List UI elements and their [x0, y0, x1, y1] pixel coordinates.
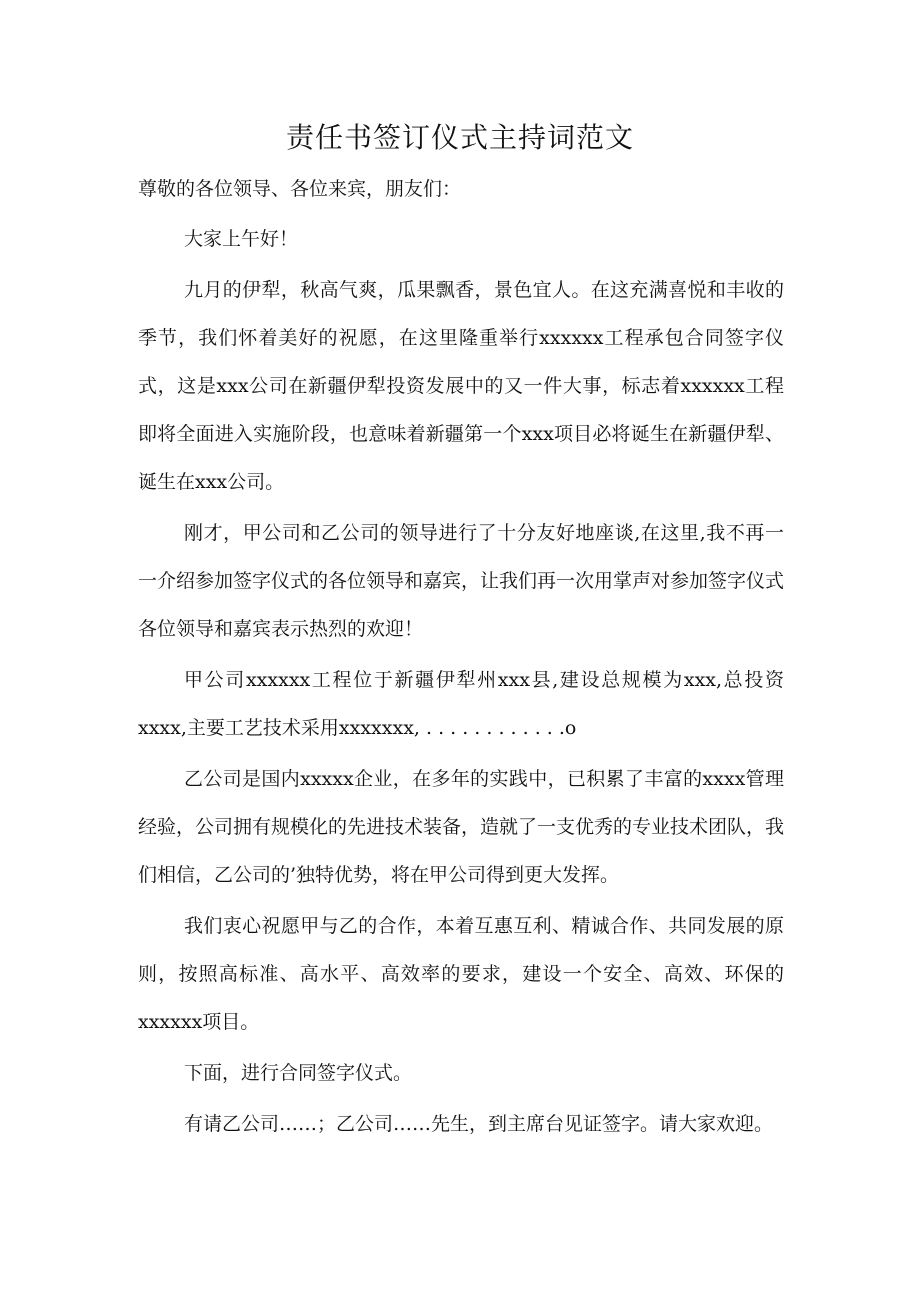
paragraph-invitation: 有请乙公司……；乙公司……先生，到主席台见证签字。请大家欢迎。 — [184, 1113, 774, 1135]
document-title: 责任书签订仪式主持词范文 — [285, 121, 634, 154]
paragraph-ceremony-intro: 九月的伊犁，秋高气爽，瓜果飘香，景色宜人。在这充满喜悦和丰收的季节，我们怀着美好的祝愿，在这里隆重举行xxxxxx工程承包合同签字仪式，这是xxx公司在新疆伊犁投资发展中的又一件大事，标志着xxxxxx工程即将全面进入实施阶段，也意味着新疆第一个xxx项目必将诞生在新疆伊犁、诞生在xxx公司。 — [138, 279, 784, 493]
paragraph-project-overview: 甲公司xxxxxx工程位于新疆伊犁州xxx县,建设总规模为xxx,总投资xxxx,主要工艺技术采用xxxxxxx, . . . . . . . . . . . .o — [138, 669, 784, 739]
paragraph-welcome-guests: 刚才，甲公司和乙公司的领导进行了十分友好地座谈,在这里,我不再一一介绍参加签字仪式的各位领导和嘉宾，让我们再一次用掌声对参加签字仪式各位领导和嘉宾表示热烈的欢迎！ — [138, 522, 785, 640]
paragraph-contractor-intro: 乙公司是国内xxxxx企业，在多年的实践中，已积累了丰富的xxxx管理经验，公司拥有规模化的先进技术装备，造就了一支优秀的专业技术团队，我们相信，乙公司的’独特优势，将在甲公司得到更大发挥。 — [138, 768, 785, 886]
salutation: 尊敬的各位领导、各位来宾，朋友们： — [138, 178, 462, 200]
paragraph-cooperation-wish: 我们衷心祝愿甲与乙的合作，本着互惠互利、精诚合作、共同发展的原则，按照高标准、高水平、高效率的要求，建设一个安全、高效、环保的xxxxxx项目。 — [138, 915, 784, 1033]
paragraph-greeting: 大家上午好！ — [184, 228, 299, 250]
paragraph-signing-announcement: 下面，进行合同签字仪式。 — [184, 1062, 413, 1084]
document-body — [138, 165, 784, 1151]
